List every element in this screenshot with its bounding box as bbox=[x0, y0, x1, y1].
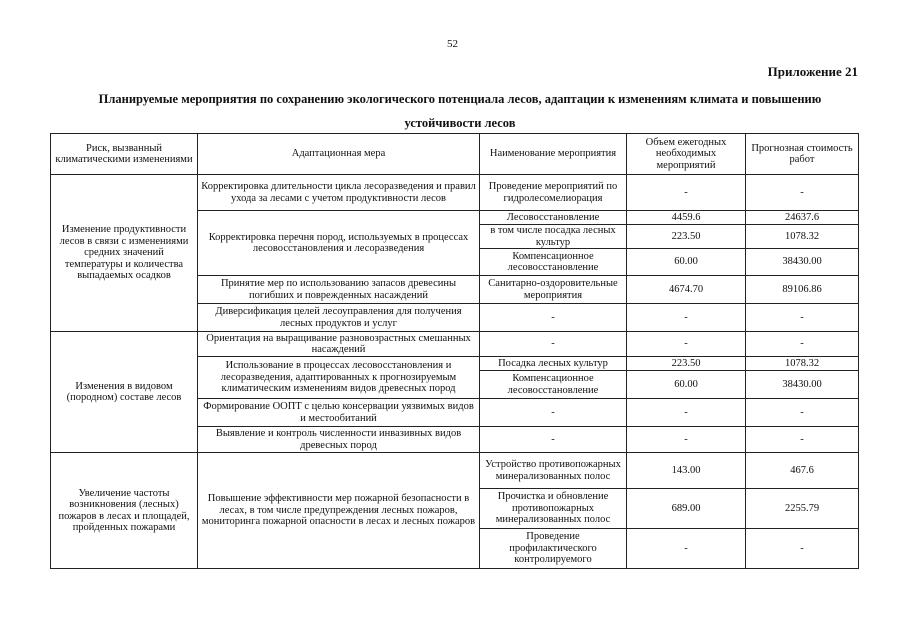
event-cell: Компенсационное лесовосстановление bbox=[480, 249, 627, 276]
header-measure: Адаптационная мера bbox=[198, 134, 480, 175]
volume-cell: - bbox=[627, 175, 746, 211]
cost-cell: 1078.32 bbox=[746, 357, 859, 371]
event-cell: Проведение мероприятий по гидролесомелиорация bbox=[480, 175, 627, 211]
measure-cell: Диверсификация целей лесоуправления для получения лесных продуктов и услуг bbox=[198, 304, 480, 332]
cost-cell: - bbox=[746, 175, 859, 211]
volume-cell: 60.00 bbox=[627, 249, 746, 276]
event-cell: в том числе посадка лесных культур bbox=[480, 225, 627, 249]
cost-cell: 38430.00 bbox=[746, 371, 859, 399]
event-cell: - bbox=[480, 332, 627, 357]
measure-cell: Повышение эффективности мер пожарной безопасности в лесах, в том числе предупреждения лесных пожаров, мониторинга пожарной опасности в лесах и лесных пожаров bbox=[198, 453, 480, 569]
volume-cell: - bbox=[627, 399, 746, 427]
volume-cell: 223.50 bbox=[627, 225, 746, 249]
cost-cell: - bbox=[746, 427, 859, 453]
volume-cell: 223.50 bbox=[627, 357, 746, 371]
event-cell: Посадка лесных культур bbox=[480, 357, 627, 371]
cost-cell: - bbox=[746, 332, 859, 357]
event-cell: Санитарно-оздоровительные мероприятия bbox=[480, 276, 627, 304]
event-cell: Компенсационное лесовосстановление bbox=[480, 371, 627, 399]
volume-cell: 689.00 bbox=[627, 489, 746, 529]
risk-cell: Изменения в видовом (породном) составе лесов bbox=[51, 332, 198, 453]
volume-cell: - bbox=[627, 304, 746, 332]
measure-cell: Корректировка длительности цикла лесоразведения и правил ухода за лесами с учетом продуктивности лесов bbox=[198, 175, 480, 211]
header-risk: Риск, вызванный климатическими изменениями bbox=[51, 134, 198, 175]
measure-cell: Выявление и контроль численности инвазивных видов древесных пород bbox=[198, 427, 480, 453]
cost-cell: 1078.32 bbox=[746, 225, 859, 249]
page-number: 52 bbox=[447, 38, 458, 50]
measure-cell: Корректировка перечня пород, используемых в процессах лесовосстановления и лесоразведения bbox=[198, 211, 480, 276]
header-volume: Объем ежегодных необходимых мероприятий bbox=[627, 134, 746, 175]
measures-table bbox=[50, 133, 859, 569]
cost-cell: 467.6 bbox=[746, 453, 859, 489]
volume-cell: 4459.6 bbox=[627, 211, 746, 225]
table-row bbox=[51, 453, 859, 489]
risk-cell: Изменение продуктивности лесов в связи с изменениями средних значений температуры и количества выпадаемых осадков bbox=[51, 175, 198, 332]
event-cell: Лесовосстановление bbox=[480, 211, 627, 225]
document-title: Планируемые мероприятия по сохранению экологического потенциала лесов, адаптации к изменениям климата и повышению устойчивости лесов bbox=[98, 92, 822, 130]
event-cell: Устройство противопожарных минерализованных полос bbox=[480, 453, 627, 489]
event-cell: - bbox=[480, 399, 627, 427]
measure-cell: Принятие мер по использованию запасов древесины погибших и поврежденных насаждений bbox=[198, 276, 480, 304]
header-cost: Прогнозная стоимость работ bbox=[746, 134, 859, 175]
volume-cell: 143.00 bbox=[627, 453, 746, 489]
cost-cell: - bbox=[746, 304, 859, 332]
header-event: Наименование мероприятия bbox=[480, 134, 627, 175]
cost-cell: 2255.79 bbox=[746, 489, 859, 529]
cost-cell: - bbox=[746, 529, 859, 569]
measure-cell: Ориентация на выращивание разновозрастных смешанных насаждений bbox=[198, 332, 480, 357]
cost-cell: 38430.00 bbox=[746, 249, 859, 276]
volume-cell: 60.00 bbox=[627, 371, 746, 399]
volume-cell: - bbox=[627, 529, 746, 569]
cost-cell: 24637.6 bbox=[746, 211, 859, 225]
event-cell: Прочистка и обновление противопожарных минерализованных полос bbox=[480, 489, 627, 529]
appendix-label: Приложение 21 bbox=[767, 64, 858, 79]
volume-cell: - bbox=[627, 427, 746, 453]
measure-cell: Использование в процессах лесовосстановления и лесоразведения, адаптированных к прогнозируемым климатическим изменениям видов древесных пород bbox=[198, 357, 480, 399]
risk-cell: Увеличение частоты возникновения (лесных) пожаров в лесах и площадей, пройденных пожарами bbox=[51, 453, 198, 569]
event-cell: Проведение профилактического контролируемого bbox=[480, 529, 627, 569]
volume-cell: 4674.70 bbox=[627, 276, 746, 304]
cost-cell: - bbox=[746, 399, 859, 427]
volume-cell: - bbox=[627, 332, 746, 357]
table-row bbox=[51, 332, 859, 357]
table-row bbox=[51, 175, 859, 211]
event-cell: - bbox=[480, 427, 627, 453]
cost-cell: 89106.86 bbox=[746, 276, 859, 304]
table-header-row bbox=[51, 134, 859, 175]
event-cell: - bbox=[480, 304, 627, 332]
measure-cell: Формирование ООПТ с целью консервации уязвимых видов и местообитаний bbox=[198, 399, 480, 427]
